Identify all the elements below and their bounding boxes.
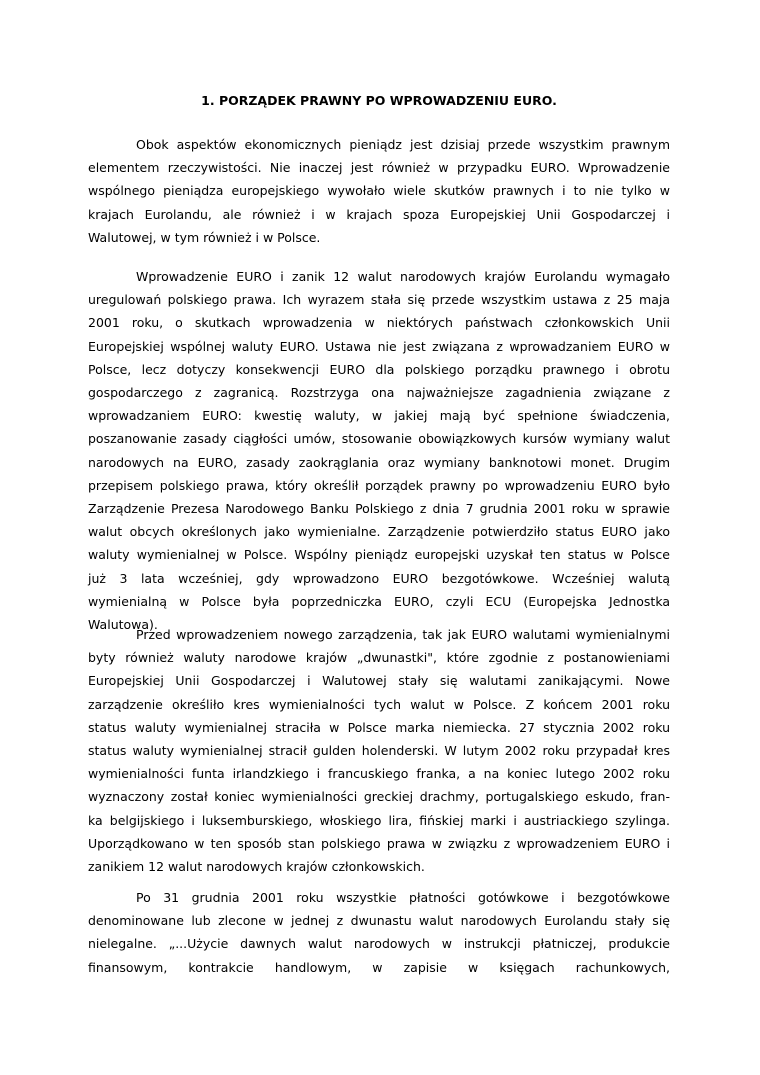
- paragraph-line: nielegalne. „...Użycie dawnych walut narodowych w instrukcji płatniczej, produkcie: [88, 936, 670, 952]
- paragraph-line: 2001 roku, o skutkach wprowadzenia w niektórych państwach członkowskich Unii: [88, 315, 670, 331]
- paragraph-line: Europejskiej Unii Gospodarczej i Walutowej stały się walutami zanikającymi. Nowe: [88, 673, 670, 689]
- paragraph-2: [88, 265, 670, 636]
- paragraph-line: byty również waluty narodowe krajów „dwunastki", które zgodnie z postanowieniami: [88, 650, 670, 666]
- paragraph-line: wspólnego pieniądza europejskiego wywołało wiele skutków prawnych i to nie tylko w: [88, 183, 670, 199]
- paragraph-3: [88, 623, 670, 878]
- paragraph-line: Walutowej, w tym również i w Polsce.: [88, 229, 321, 245]
- paragraph-line: Przed wprowadzeniem nowego zarządzenia, tak jak EURO walutami wymienialnymi: [136, 627, 670, 642]
- paragraph-line: finansowym, kontrakcie handlowym, w zapisie w księgach rachunkowych,: [88, 959, 670, 975]
- paragraph-line: uregulowań polskiego prawa. Ich wyrazem stała się przede wszystkim ustawa z 25 maja: [88, 292, 670, 308]
- paragraph-line: ka belgijskiego i luksemburskiego, włoskiego lira, fińskiej marki i austriackiego szylinga.: [88, 812, 670, 828]
- paragraph-4: [88, 886, 670, 979]
- paragraph-line: status waluty wymienialnej stracił gulden holenderski. W lutym 2002 roku przypadał kres: [88, 743, 670, 759]
- paragraph-line: przepisem polskiego prawa, który określił porządek prawny po wprowadzeniu EURO było: [88, 477, 670, 493]
- paragraph-line: Polsce, lecz dotyczy konsekwencji EURO dla polskiego porządku prawnego i obrotu: [88, 361, 670, 377]
- paragraph-line: narodowych na EURO, zasady zaokrąglania oraz wymiany banknotowi monet. Drugim: [88, 454, 670, 470]
- paragraph-line: Wprowadzenie EURO i zanik 12 walut narodowych krajów Eurolandu wymagało: [136, 269, 670, 284]
- paragraph-line: wymienialną w Polsce była poprzedniczka EURO, czyli ECU (Europejska Jednostka: [88, 593, 670, 609]
- paragraph-line: denominowane lub zlecone w jednej z dwunastu walut narodowych Eurolandu stały się: [88, 913, 670, 929]
- paragraph-line: Zarządzenie Prezesa Narodowego Banku Polskiego z dnia 7 grudnia 2001 roku w sprawie: [88, 501, 670, 517]
- paragraph-line: Europejskiej wspólnej waluty EURO. Ustawa nie jest związana z wprowadzaniem EURO w: [88, 338, 670, 354]
- paragraph-line: zarządzenie określiło kres wymienialności tych walut w Polsce. Z końcem 2001 roku: [88, 696, 670, 712]
- page-title: 1. PORZĄDEK PRAWNY PO WPROWADZENIU EURO.: [201, 93, 557, 108]
- paragraph-line: Walutowa).: [88, 617, 158, 633]
- paragraph-line: wymienialności funta irlandzkiego i francuskiego franka, a na koniec lutego 2002 roku: [88, 766, 670, 782]
- paragraph-line: zanikiem 12 walut narodowych krajów członkowskich.: [88, 859, 425, 875]
- paragraph-line: Obok aspektów ekonomicznych pieniądz jest dzisiaj przede wszystkim prawnym: [136, 137, 670, 152]
- paragraph-line: krajach Eurolandu, ale również i w krajach spoza Europejskiej Unii Gospodarczej i: [88, 206, 670, 222]
- paragraph-line: waluty wymienialnej w Polsce. Wspólny pieniądz europejski uzyskał ten status w Polsce: [88, 547, 670, 563]
- paragraph-line: gospodarczego z zagranicą. Rozstrzyga ona najważniejsze zagadnienia związane z: [88, 385, 670, 401]
- paragraph-line: walut obcych określonych jako wymienialne. Zarządzenie potwierdziło status EURO jako: [88, 524, 670, 540]
- paragraph-line: wprowadzaniem EURO: kwestię waluty, w jakiej mają być spełnione świadczenia,: [88, 408, 670, 424]
- paragraph-line: wyznaczony został koniec wymienialności greckiej drachmy, portugalskiego eskudo, fran-: [88, 789, 670, 805]
- paragraph-line: poszanowanie zasady ciągłości umów, stosowanie obowiązkowych kursów wymiany walut: [88, 431, 670, 447]
- paragraph-line: Po 31 grudnia 2001 roku wszystkie płatności gotówkowe i bezgotówkowe: [136, 890, 670, 905]
- paragraph-line: już 3 lata wcześniej, gdy wprowadzono EURO bezgotówkowe. Wcześniej walutą: [88, 570, 670, 586]
- paragraph-1: [88, 133, 670, 249]
- paragraph-line: Uporządkowano w ten sposób stan polskiego prawa w związku z wprowadzeniem EURO i: [88, 835, 670, 851]
- paragraph-line: elementem rzeczywistości. Nie inaczej jest również w przypadku EURO. Wprowadzenie: [88, 160, 670, 176]
- paragraph-line: status waluty wymienialnej straciła w Polsce marka niemiecka. 27 stycznia 2002 roku: [88, 719, 670, 735]
